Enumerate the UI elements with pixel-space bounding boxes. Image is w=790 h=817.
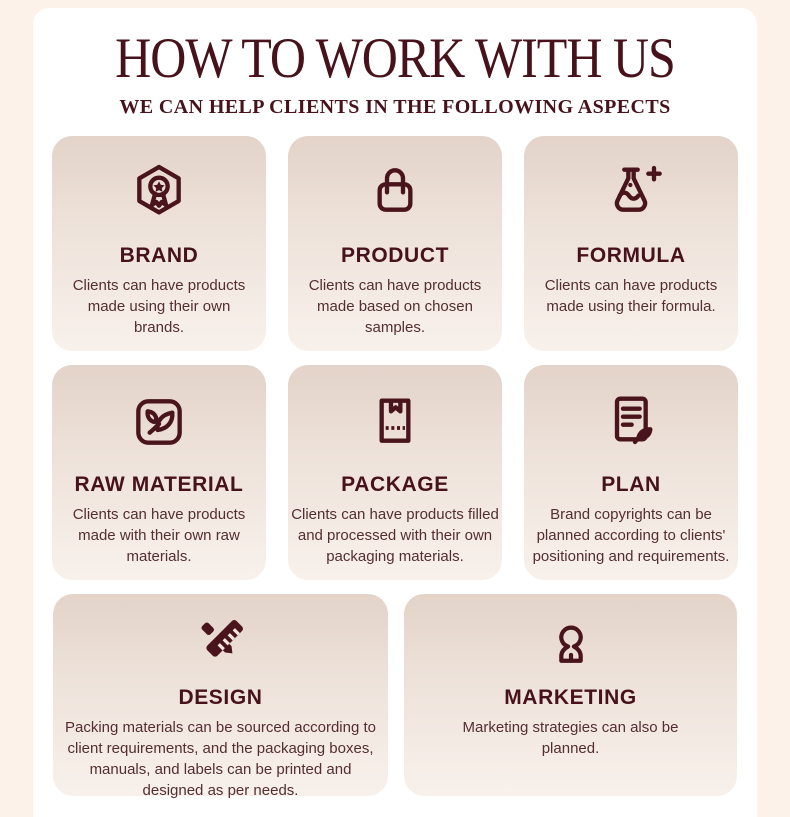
card-row-1	[52, 136, 738, 351]
card-raw-material	[52, 365, 266, 580]
card-description: Packing materials can be sourced according to client requirements, and the packaging boxes, manuals, and labels can be printed and designed as per needs.	[64, 719, 376, 799]
card-marketing	[404, 594, 737, 796]
card-brand	[52, 136, 266, 351]
card-title: BRAND	[119, 244, 199, 267]
card-formula	[524, 136, 738, 351]
page-subtitle: WE CAN HELP CLIENTS IN THE FOLLOWING ASPECTS	[119, 96, 671, 118]
leaf-square-icon	[52, 390, 266, 454]
person-icon	[404, 611, 737, 673]
card-title: PRODUCT	[340, 244, 450, 267]
document-leaf-icon	[524, 390, 738, 454]
card-description: Clients can have products made using their formula.	[544, 277, 718, 315]
card-description: Brand copyrights can be planned according to clients' positioning and requirements.	[532, 506, 730, 565]
card-product	[288, 136, 502, 351]
card-description: Marketing strategies can also be planned.	[462, 719, 679, 757]
card-description: Clients can have products made with their own raw materials.	[72, 506, 246, 565]
card-plan	[524, 365, 738, 580]
content-panel	[33, 8, 757, 817]
card-row-3	[52, 594, 738, 799]
card-title: DESIGN	[178, 686, 263, 709]
card-description: Clients can have products made using their own brands.	[72, 277, 246, 336]
shopping-bag-icon	[288, 161, 502, 225]
card-title: RAW MATERIAL	[74, 473, 244, 496]
flask-plus-icon	[524, 161, 738, 225]
package-box-icon	[288, 390, 502, 454]
card-description: Clients can have products made based on chosen samples.	[308, 277, 482, 336]
card-row-2	[52, 365, 738, 580]
card-title: FORMULA	[576, 244, 686, 267]
card-package	[288, 365, 502, 580]
page-title: HOW TO WORK WITH US	[115, 25, 675, 90]
ruler-pen-icon	[53, 611, 388, 673]
card-design	[53, 594, 388, 799]
card-title: PLAN	[601, 473, 661, 496]
card-title: PACKAGE	[341, 473, 449, 496]
medal-badge-icon	[52, 161, 266, 225]
cards-grid	[52, 136, 738, 799]
card-title: MARKETING	[504, 686, 637, 709]
card-description: Clients can have products filled and processed with their own packaging materials.	[291, 506, 499, 565]
